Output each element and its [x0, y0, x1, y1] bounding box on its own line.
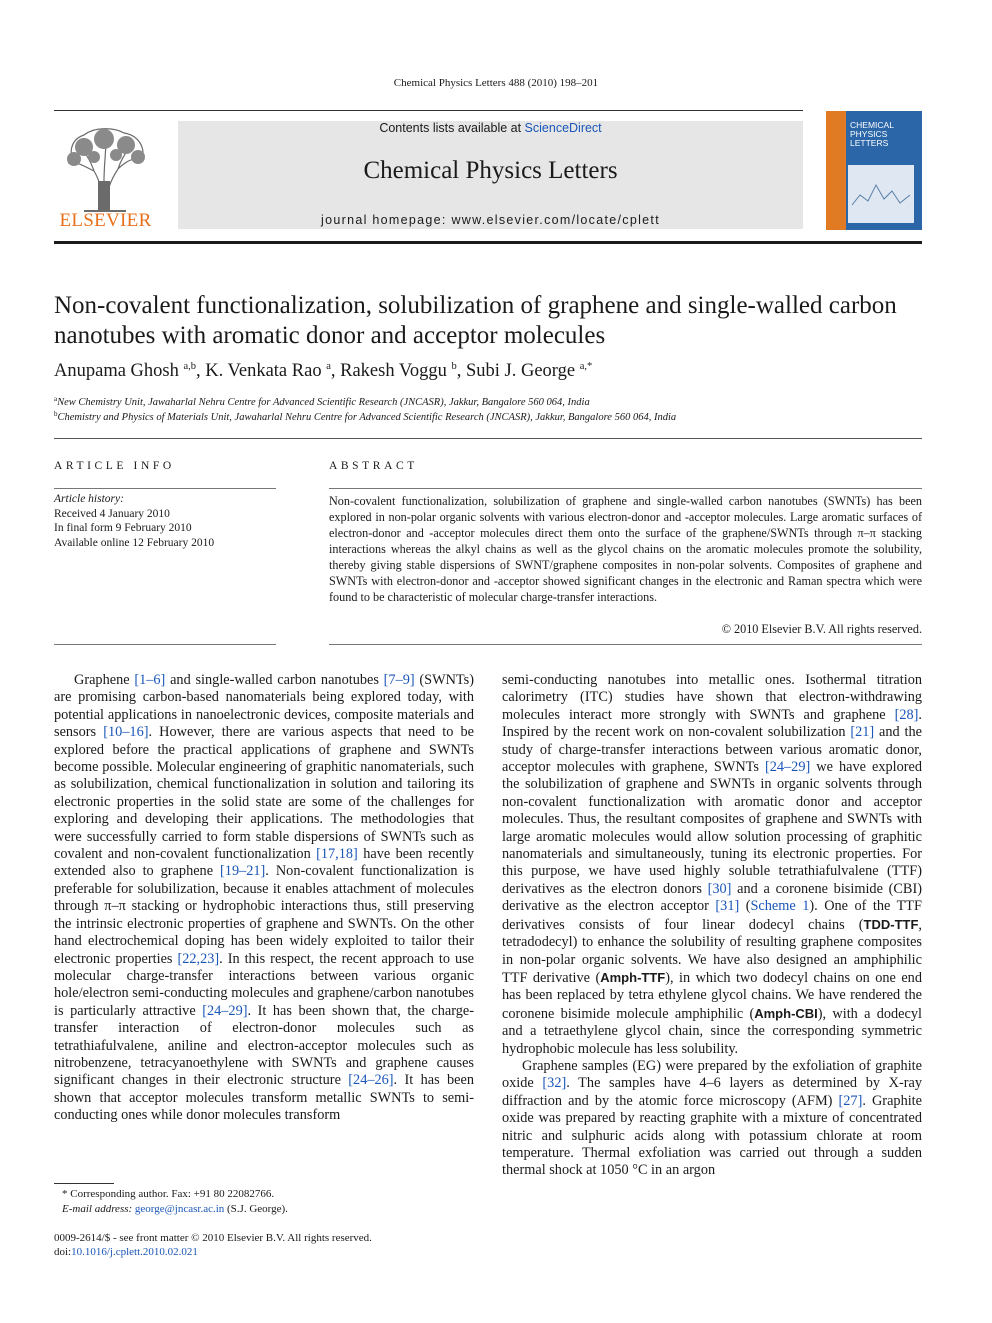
article-info-rule-top — [54, 488, 276, 489]
body-text: ), with a dodecyl and a tetraethylene glycol chain, since the corresponding symmetric hydrophobic molecule has less solubility. — [502, 1005, 922, 1057]
corresponding-author-line: * Corresponding author. Fax: +91 80 22082766. — [62, 1188, 275, 1200]
citation-link[interactable]: [17,18] — [316, 846, 358, 863]
journal-name: Chemical Physics Letters — [363, 157, 618, 184]
body-text: ( — [739, 898, 751, 915]
body-paragraph — [502, 1058, 922, 1180]
history-label: Article history: — [54, 493, 124, 505]
compound-label: Amph-CBI — [754, 1005, 818, 1021]
cover-figure-panel — [848, 165, 914, 223]
footnote-rule — [54, 1183, 114, 1184]
abstract-heading: ABSTRACT — [329, 460, 418, 472]
affiliation-a — [54, 395, 924, 408]
citation-link[interactable]: [21] — [850, 724, 875, 741]
sciencedirect-link[interactable]: ScienceDirect — [524, 121, 602, 135]
author-affiliation-mark: a,b — [183, 361, 197, 372]
revised-date: In final form 9 February 2010 — [54, 522, 192, 534]
citation-link[interactable]: [22,23] — [177, 950, 220, 967]
body-text: (SWNTs) are promising carbon-based nanomaterials being explored today, with potential applications in nanoelectronic devices, composite materials and sensors — [54, 672, 474, 741]
doi-prefix: doi: — [54, 1246, 72, 1258]
abstract-rule-bottom — [329, 644, 922, 645]
body-text: ), in which two dodecyl chains on one end has been replaced by tetra ethylene glycol chains. We have rendered the coronene bisimide molecule amphiphilic ( — [502, 969, 922, 1022]
issn-block — [54, 1231, 484, 1259]
body-text: ). One of the TTF derivatives consists of four linear dodecyl chains ( — [502, 898, 922, 933]
online-date: Available online 12 February 2010 — [54, 536, 215, 549]
author-name: K. Venkata Rao — [205, 361, 322, 381]
email-link[interactable]: george@jncasr.ac.in — [134, 1202, 225, 1215]
author-affiliation-mark: a,* — [579, 361, 593, 372]
body-text: . However, there are various aspects that need to be explored before the practical applications of graphene and SWNTs become possible. Molecular engineering of graphitic nanomaterials, such as solubilization, chemical functionalization in solution and tailoring its electronic properties in the solid state are some of the challenges for exploring and developing their applications. The methodologies that were successfully carried to form stable dispersions of SWNTs such as covalent and non-covalent functionalization — [54, 724, 474, 863]
body-text: we have explored the solubilization of graphene and SWNTs in organic solvents through non-covalent functionalization with aromatic donor and acceptor molecules. Thus, the resultant composites of graphene and SWNTs with large aromatic molecules would allow solution processing of graphitic nanomaterials and simultaneously, tuning its electronic properties. For this purpose, we have used highly soluble tetrathiafulvalene (TTF) derivatives as the electron donors — [502, 759, 922, 897]
body-paragraph — [502, 672, 922, 1058]
cover-stripe — [826, 111, 846, 230]
citation-link[interactable]: [7–9] — [383, 672, 415, 688]
body-text: . It has been shown that acceptor molecules transform metallic SWNTs to semi-conducting ones while donor molecules transform — [54, 1072, 474, 1124]
body-text: and single-walled carbon nanotubes — [165, 672, 384, 688]
email-line — [62, 1202, 482, 1217]
article-history — [54, 492, 276, 550]
abstract-copyright: © 2010 Elsevier B.V. All rights reserved. — [721, 622, 922, 636]
author-list: Anupama Ghosh $^{a,b}$, K. Venkata Rao $^a$, Rakesh Voggu $^b$, Subi J. George $^{a,*}$ — [54, 361, 593, 381]
doi-line — [54, 1245, 484, 1259]
body-text: Graphene samples (EG) were prepared by the exfoliation of graphite oxide — [502, 1057, 922, 1092]
body-text: . Inspired by the recent work on non-covalent solubilization — [502, 706, 922, 741]
citation-link[interactable]: [24–29] — [202, 1002, 248, 1019]
citation-link[interactable]: [10–16] — [103, 724, 149, 741]
body-text: Graphene — [74, 672, 135, 688]
body-text: and a coronene bisimide (CBI) derivative as the electron acceptor — [502, 880, 922, 915]
affiliation-b — [54, 410, 924, 423]
citation-link[interactable]: [24–26] — [348, 1072, 394, 1089]
cover-graph-icon — [848, 165, 914, 223]
compound-label: TDD-TTF — [863, 916, 919, 932]
article-info-rule-bottom — [54, 644, 276, 645]
author-affiliation-mark: a — [326, 361, 331, 372]
cover-title-line-1: CHEMICAL — [850, 120, 894, 130]
citation-link[interactable]: [24–29] — [764, 759, 811, 776]
citation-link[interactable]: [31] — [715, 898, 740, 915]
body-text: . It has been shown that, the charge-transfer interaction of electron-donor molecules such as tetrathiafulvalene, aniline and electron-acceptor molecules such as nitrobenzene, tetracyanoethylene with SWNTs and graphene causes significant changes in their electronic structure — [54, 1002, 474, 1089]
body-text: . Graphite oxide was prepared by reacting graphite with a mixture of concentrated nitric and sulphuric acids along with potassium chlorate at room temperature. Thermal exfoliation was carried out through a sudden thermal shock at 1050 °C in an argon — [502, 1092, 923, 1179]
elsevier-wordmark: ELSEVIER — [59, 210, 152, 231]
body-column-right — [502, 672, 922, 1180]
body-text: and the study of charge-transfer interactions between various aromatic donor, acceptor molecules with graphene, SWNTs — [502, 724, 922, 776]
author-name: Anupama Ghosh — [54, 361, 179, 381]
header-bottom-rule — [54, 241, 922, 244]
citation-link[interactable]: [27] — [838, 1092, 863, 1109]
citation-link[interactable]: [32] — [542, 1075, 567, 1092]
body-text: have been recently extended also to graphene — [54, 846, 474, 880]
body-column-left — [54, 672, 474, 1125]
corresponding-author-footnote — [62, 1187, 482, 1216]
running-head: Chemical Physics Letters 488 (2010) 198–201 — [393, 77, 599, 89]
citation-link[interactable]: [1–6] — [134, 672, 166, 688]
body-text: . In this respect, the recent approach to use molecular charge-transfer interactions between various organic hole/electron semi-conducting molecules and graphene/carbon nanotubes is particularly attractive — [54, 950, 475, 1019]
journal-homepage[interactable]: journal homepage: www.elsevier.com/locate/cplett — [321, 213, 660, 227]
body-text: semi-conducting nanotubes into metallic ones. Isothermal titration calorimetry (ITC) studies have shown that electron-withdrawing molecules interact more strongly with SWNTs and graphene — [502, 672, 922, 723]
cover-title-line-2: PHYSICS — [850, 129, 888, 139]
affiliation-mark: a — [54, 395, 58, 403]
author-affiliation-mark: b — [451, 361, 457, 372]
author-name: Subi J. George — [465, 361, 576, 381]
affiliation-text: Chemistry and Physics of Materials Unit, Jawaharlal Nehru Centre for Advanced Scientific Research (JNCASR), Jakkur, Bangalore 560 064, India — [57, 412, 677, 423]
abstract-rule-top — [329, 488, 922, 489]
abstract-text: Non-covalent functionalization, solubilization of graphene and single-walled carbon nanotubes (SWNTs) has been explored in non-polar organic solvents with various electron-donor and -acceptor molecules. Large aromatic surfaces of electron-donor and -acceptor molecules direct them onto the surface of the graphene/SWNTs through π–π stacking interactions whereas the alkyl chains as well as the glycol chains on the aromatic molecules promote the solubility, thereby giving stable dispersions of SWNT/graphene composites in non-polar solvents. Composites of graphene and SWNTs with electron-donor and -acceptor showed significant changes in the electronic and Raman spectra which were found to be characteristic of molecular charge-transfer interactions. — [329, 494, 922, 604]
compound-label: Amph-TTF — [600, 969, 666, 985]
author-name: Rakesh Voggu — [340, 361, 447, 381]
body-text: . Non-covalent functionalization is preferable for solubilization, because it enables attachment of molecules through π–π stacking or hydrophobic interactions thus, still preserving the intrinsic electronic properties of graphene and SWNTs. On the other hand electrochemical doping has been widely exploited to tailor their electronic properties — [54, 863, 474, 967]
citation-link[interactable]: [30] — [707, 880, 732, 897]
header-top-rule — [54, 110, 803, 111]
metadata-divider — [54, 438, 922, 439]
article-info-heading: ARTICLE INFO — [54, 460, 175, 472]
cover-title-line-3: LETTERS — [850, 138, 889, 148]
body-text: . The samples have 4–6 layers as determined by X-ray diffraction and by the atomic force microscopy (AFM) — [502, 1075, 922, 1109]
cover-title — [850, 121, 920, 148]
body-text: , tetradodecyl) to enhance the solubility of resulting graphene composites in non-polar organic solvents. We have also designed an amphiphilic TTF derivative ( — [502, 916, 922, 986]
contents-prefix: Contents lists available at — [379, 121, 525, 135]
scheme-link[interactable]: Scheme 1 — [750, 898, 810, 915]
email-label: E-mail address: — [62, 1202, 133, 1215]
citation-link[interactable]: [28] — [894, 706, 919, 723]
body-paragraph — [54, 672, 474, 1125]
issn-line: 0009-2614/$ - see front matter © 2010 Elsevier B.V. All rights reserved. — [54, 1232, 372, 1244]
contents-line — [178, 121, 803, 135]
doi-link[interactable]: 10.1016/j.cplett.2010.02.021 — [71, 1246, 198, 1258]
email-suffix: (S.J. George). — [224, 1202, 288, 1215]
journal-cover-thumbnail[interactable] — [826, 111, 922, 230]
affiliation-text: New Chemistry Unit, Jawaharlal Nehru Centre for Advanced Scientific Research (JNCASR), Jakkur, Bangalore 560 064, India — [57, 397, 590, 408]
affiliation-mark: b — [54, 410, 58, 418]
received-date: Received 4 January 2010 — [54, 507, 170, 520]
citation-link[interactable]: [19–21] — [220, 863, 266, 880]
article-title: Non-covalent functionalization, solubilization of graphene and single-walled carbon nanotubes with aromatic donor and acceptor molecules — [54, 292, 897, 349]
